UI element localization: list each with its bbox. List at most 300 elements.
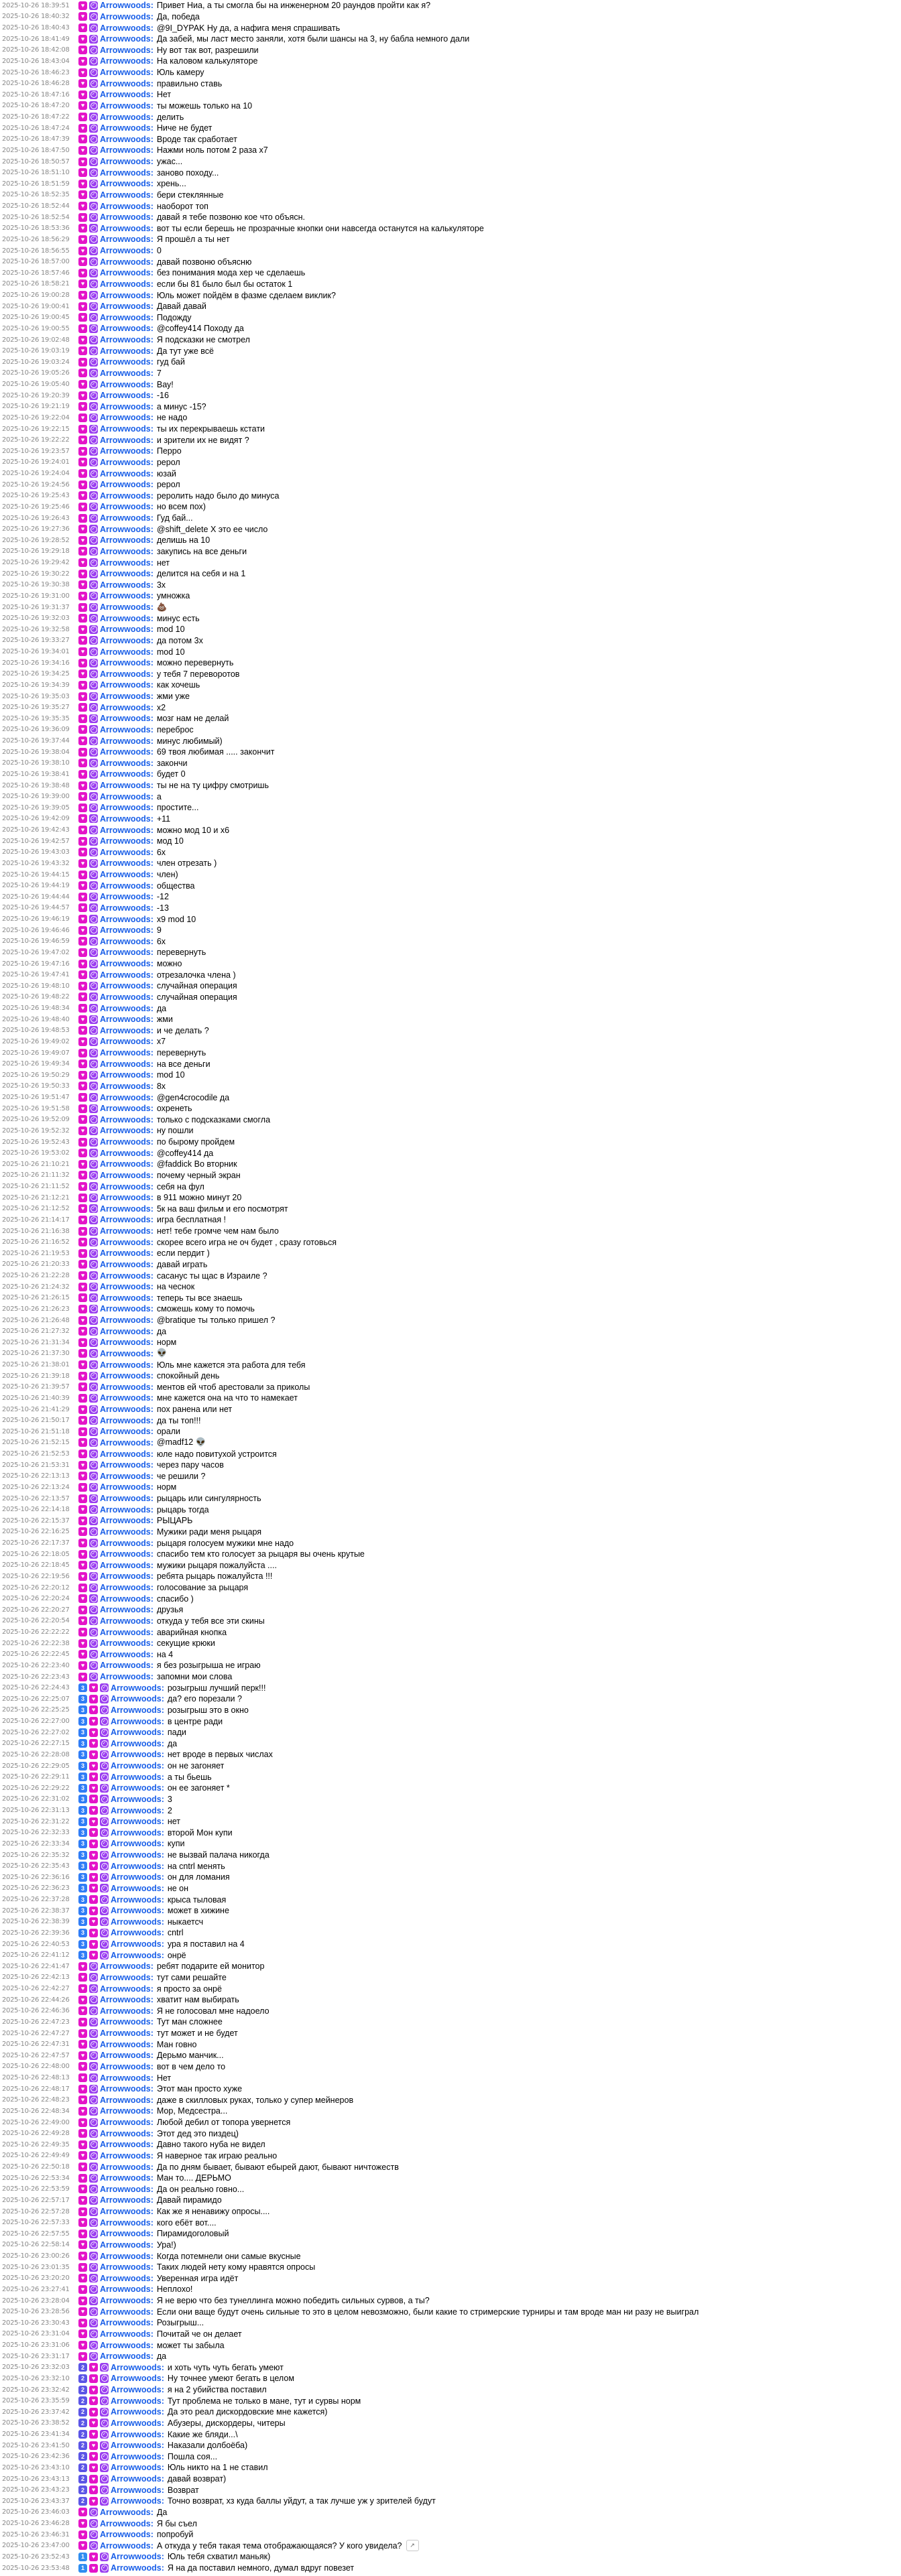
timestamp: 2025-10-26 19:30:22 [2,570,70,578]
username[interactable]: Arrowwoods: [100,803,154,813]
username[interactable]: Arrowwoods: [100,1961,154,1972]
username[interactable]: Arrowwoods: [100,892,154,902]
timestamp: 2025-10-26 22:39:36 [2,1929,70,1937]
username[interactable]: Arrowwoods: [100,2195,154,2205]
username[interactable]: Arrowwoods: [111,1761,164,1771]
sub-streak-badge: 3 [78,1683,87,1692]
heart-badge: ♥ [78,2062,87,2071]
username[interactable]: Arrowwoods: [100,90,154,100]
username[interactable]: Arrowwoods: [100,2307,154,2317]
verified-badge: ✓ [89,369,98,377]
username[interactable]: Arrowwoods: [100,134,154,144]
chat-message-row [0,178,901,190]
username[interactable]: Arrowwoods: [100,123,154,133]
username[interactable]: Arrowwoods: [100,903,154,913]
username[interactable]: Arrowwoods: [100,2507,154,2517]
timestamp: 2025-10-26 19:47:41 [2,971,70,979]
username[interactable]: Arrowwoods: [100,2095,154,2105]
username[interactable]: Arrowwoods: [111,1850,164,1860]
username[interactable]: Arrowwoods: [100,1560,154,1570]
username[interactable]: Arrowwoods: [100,1293,154,1303]
username[interactable]: Arrowwoods: [111,1917,164,1927]
username[interactable]: Arrowwoods: [100,457,154,467]
message-text: общества [156,881,195,891]
username[interactable]: Arrowwoods: [111,1728,164,1738]
username[interactable]: Arrowwoods: [100,2084,154,2094]
username[interactable]: Arrowwoods: [100,346,154,356]
username[interactable]: Arrowwoods: [111,1683,164,1693]
username[interactable]: Arrowwoods: [100,758,154,768]
username[interactable]: Arrowwoods: [100,602,154,613]
username[interactable]: Arrowwoods: [100,1494,154,1504]
username[interactable]: Arrowwoods: [100,825,154,835]
username[interactable]: Arrowwoods: [100,1504,154,1515]
username[interactable]: Arrowwoods: [100,1583,154,1593]
username[interactable]: Arrowwoods: [111,1716,164,1726]
username[interactable]: Arrowwoods: [100,1649,154,1659]
username[interactable]: Arrowwoods: [100,324,154,334]
username[interactable]: Arrowwoods: [111,1939,164,1949]
username[interactable]: Arrowwoods: [100,157,154,167]
username[interactable]: Arrowwoods: [100,1984,154,1994]
timestamp: 2025-10-26 22:31:02 [2,1795,70,1803]
username[interactable]: Arrowwoods: [111,2429,164,2439]
username[interactable]: Arrowwoods: [111,2474,164,2484]
username[interactable]: Arrowwoods: [100,1638,154,1649]
username[interactable]: Arrowwoods: [100,769,154,779]
verified-badge: ✓ [89,1584,98,1592]
username[interactable]: Arrowwoods: [100,1137,154,1147]
username[interactable]: Arrowwoods: [100,1304,154,1314]
username[interactable]: Arrowwoods: [111,1906,164,1916]
username[interactable]: Arrowwoods: [100,858,154,868]
heart-badge: ♥ [78,659,87,667]
username[interactable]: Arrowwoods: [100,558,154,568]
username[interactable]: Arrowwoods: [100,836,154,846]
heart-badge: ♥ [89,1895,98,1904]
username[interactable]: Arrowwoods: [100,1271,154,1281]
username[interactable]: Arrowwoods: [100,2118,154,2128]
message-text: на все деньги [156,1059,211,1069]
username[interactable]: Arrowwoods: [111,1827,164,1838]
username[interactable]: Arrowwoods: [100,2073,154,2083]
username[interactable]: Arrowwoods: [111,2485,164,2495]
verified-badge: ✓ [100,1895,109,1904]
username[interactable]: Arrowwoods: [100,1393,154,1403]
chat-message-row [0,2128,901,2139]
username[interactable]: Arrowwoods: [100,368,154,378]
username[interactable]: Arrowwoods: [100,1170,154,1180]
username[interactable]: Arrowwoods: [100,1059,154,1069]
heart-badge: ♥ [78,503,87,511]
username[interactable]: Arrowwoods: [100,335,154,345]
username[interactable]: Arrowwoods: [100,2106,154,2116]
message-text: да ты топ!!! [156,1415,201,1425]
username[interactable]: Arrowwoods: [100,2061,154,2071]
username[interactable]: Arrowwoods: [100,914,154,924]
heart-badge: ♥ [78,1283,87,1291]
username[interactable]: Arrowwoods: [100,1070,154,1080]
username[interactable]: Arrowwoods: [100,179,154,189]
timestamp: 2025-10-26 22:48:00 [2,2063,70,2071]
username[interactable]: Arrowwoods: [100,1594,154,1604]
username[interactable]: Arrowwoods: [100,2173,154,2183]
username[interactable]: Arrowwoods: [111,2451,164,2461]
verified-badge: ✓ [89,1171,98,1179]
heart-badge: ♥ [78,336,87,344]
username[interactable]: Arrowwoods: [111,1817,164,1827]
username[interactable]: Arrowwoods: [100,1126,154,1136]
username[interactable]: Arrowwoods: [100,78,154,88]
username[interactable]: Arrowwoods: [100,1605,154,1615]
username[interactable]: Arrowwoods: [100,692,154,702]
username[interactable]: Arrowwoods: [100,45,154,55]
verified-badge: ✓ [89,1227,98,1236]
username[interactable]: Arrowwoods: [100,870,154,880]
username[interactable]: Arrowwoods: [100,569,154,579]
username[interactable]: Arrowwoods: [100,936,154,946]
username[interactable]: Arrowwoods: [100,1326,154,1336]
verified-badge: ✓ [89,90,98,99]
username[interactable]: Arrowwoods: [100,524,154,534]
username[interactable]: Arrowwoods: [100,1449,154,1459]
username[interactable]: Arrowwoods: [111,2418,164,2428]
username[interactable]: Arrowwoods: [100,1571,154,1582]
username[interactable]: Arrowwoods: [111,2552,164,2562]
username[interactable]: Arrowwoods: [100,658,154,668]
username[interactable]: Arrowwoods: [111,1738,164,1748]
username[interactable]: Arrowwoods: [100,1193,154,1203]
username[interactable]: Arrowwoods: [100,2540,154,2551]
username[interactable]: Arrowwoods: [100,257,154,267]
username[interactable]: Arrowwoods: [100,702,154,712]
username[interactable]: Arrowwoods: [100,2284,154,2295]
timestamp: 2025-10-26 22:57:55 [2,2230,70,2238]
username[interactable]: Arrowwoods: [100,1048,154,1058]
username[interactable]: Arrowwoods: [100,468,154,478]
username[interactable]: Arrowwoods: [111,1861,164,1871]
username[interactable]: Arrowwoods: [100,1181,154,1192]
username[interactable]: Arrowwoods: [100,948,154,958]
username[interactable]: Arrowwoods: [100,1661,154,1671]
username[interactable]: Arrowwoods: [100,1972,154,1982]
chat-message-row [0,234,901,245]
username[interactable]: Arrowwoods: [100,2251,154,2261]
username[interactable]: Arrowwoods: [100,2518,154,2528]
username[interactable]: Arrowwoods: [100,647,154,657]
username[interactable]: Arrowwoods: [100,23,154,33]
username[interactable]: Arrowwoods: [100,312,154,322]
username[interactable]: Arrowwoods: [111,1705,164,1715]
chat-message-row [0,2351,901,2362]
username[interactable]: Arrowwoods: [100,112,154,122]
username[interactable]: Arrowwoods: [100,101,154,111]
username[interactable]: Arrowwoods: [100,2207,154,2217]
chat-message-row [0,2384,901,2396]
username[interactable]: Arrowwoods: [100,190,154,200]
username[interactable]: Arrowwoods: [100,959,154,969]
username[interactable]: Arrowwoods: [111,1783,164,1793]
username[interactable]: Arrowwoods: [100,391,154,401]
username[interactable]: Arrowwoods: [100,1114,154,1124]
heart-badge: ♥ [78,1472,87,1480]
username[interactable]: Arrowwoods: [100,1226,154,1236]
username[interactable]: Arrowwoods: [100,379,154,389]
username[interactable]: Arrowwoods: [100,502,154,512]
username[interactable]: Arrowwoods: [100,2217,154,2228]
username[interactable]: Arrowwoods: [100,2262,154,2272]
verified-badge: ✓ [89,1394,98,1403]
username[interactable]: Arrowwoods: [100,1092,154,1102]
username[interactable]: Arrowwoods: [111,1694,164,1704]
message-text: через пару часов [156,1460,224,1470]
external-link-icon[interactable]: ↗ [406,2540,419,2551]
username[interactable]: Arrowwoods: [100,1672,154,1682]
username[interactable]: Arrowwoods: [100,1549,154,1559]
username[interactable]: Arrowwoods: [111,2563,164,2573]
username[interactable]: Arrowwoods: [111,1894,164,1905]
username[interactable]: Arrowwoods: [100,223,154,233]
username[interactable]: Arrowwoods: [100,2530,154,2540]
heart-badge: ♥ [78,2218,87,2227]
chat-message-row [0,568,901,580]
username[interactable]: Arrowwoods: [100,1415,154,1425]
username[interactable]: Arrowwoods: [100,1315,154,1326]
message-text: а ты бьешь [167,1772,212,1782]
username[interactable]: Arrowwoods: [111,2407,164,2417]
heart-badge: ♥ [78,2096,87,2104]
username[interactable]: Arrowwoods: [100,446,154,456]
username[interactable]: Arrowwoods: [111,2374,164,2384]
chat-message-row [0,2195,901,2206]
username[interactable]: Arrowwoods: [100,580,154,590]
username[interactable]: Arrowwoods: [100,290,154,300]
username[interactable]: Arrowwoods: [100,2039,154,2049]
verified-badge: ✓ [89,124,98,133]
username[interactable]: Arrowwoods: [100,1015,154,1025]
username[interactable]: Arrowwoods: [100,1482,154,1492]
verified-badge: ✓ [89,2040,98,2049]
username[interactable]: Arrowwoods: [100,1259,154,1269]
username[interactable]: Arrowwoods: [100,1,154,11]
chat-message-row [0,1515,901,1527]
username[interactable]: Arrowwoods: [111,1772,164,1782]
username[interactable]: Arrowwoods: [100,1215,154,1225]
username[interactable]: Arrowwoods: [100,413,154,423]
heart-badge: ♥ [78,826,87,834]
username[interactable]: Arrowwoods: [100,68,154,78]
username[interactable]: Arrowwoods: [100,491,154,501]
username[interactable]: Arrowwoods: [100,302,154,312]
heart-badge: ♥ [78,937,87,946]
username[interactable]: Arrowwoods: [100,1348,154,1358]
username[interactable]: Arrowwoods: [100,1382,154,1392]
username[interactable]: Arrowwoods: [111,2441,164,2451]
timestamp: 2025-10-26 18:53:36 [2,224,70,233]
username[interactable]: Arrowwoods: [111,1928,164,1938]
username[interactable]: Arrowwoods: [100,1471,154,1481]
message-text: ну пошли [156,1126,194,1136]
username[interactable]: Arrowwoods: [100,981,154,991]
heart-badge: ♥ [89,1862,98,1870]
heart-badge: ♥ [78,1360,87,1369]
username[interactable]: Arrowwoods: [100,268,154,278]
username[interactable]: Arrowwoods: [100,480,154,490]
verified-badge: ✓ [89,1561,98,1569]
username[interactable]: Arrowwoods: [100,168,154,178]
message-text: я просто за онрё [156,1984,222,1994]
username[interactable]: Arrowwoods: [100,1148,154,1158]
verified-badge: ✓ [89,68,98,77]
username[interactable]: Arrowwoods: [100,1627,154,1637]
username[interactable]: Arrowwoods: [100,724,154,734]
username[interactable]: Arrowwoods: [111,2463,164,2473]
verified-badge: ✓ [100,2463,109,2472]
username[interactable]: Arrowwoods: [100,546,154,556]
username[interactable]: Arrowwoods: [100,1460,154,1470]
username[interactable]: Arrowwoods: [100,2140,154,2150]
username[interactable]: Arrowwoods: [100,1437,154,1447]
username[interactable]: Arrowwoods: [100,2017,154,2027]
username[interactable]: Arrowwoods: [100,1427,154,1437]
username[interactable]: Arrowwoods: [100,2273,154,2283]
username[interactable]: Arrowwoods: [100,1282,154,1292]
username[interactable]: Arrowwoods: [100,212,154,222]
username[interactable]: Arrowwoods: [100,2028,154,2039]
username[interactable]: Arrowwoods: [100,2240,154,2250]
username[interactable]: Arrowwoods: [111,1839,164,1849]
username[interactable]: Arrowwoods: [100,513,154,523]
chat-message-row [0,1917,901,1928]
username[interactable]: Arrowwoods: [100,201,154,211]
username[interactable]: Arrowwoods: [100,1616,154,1626]
username[interactable]: Arrowwoods: [100,1338,154,1348]
username[interactable]: Arrowwoods: [100,2352,154,2362]
username[interactable]: Arrowwoods: [100,814,154,824]
username[interactable]: Arrowwoods: [100,1037,154,1047]
message-text: ребята рыцарь пожалуйста !!! [156,1571,273,1582]
username[interactable]: Arrowwoods: [111,2496,164,2506]
username[interactable]: Arrowwoods: [100,847,154,857]
message-text: Ну вот так вот, разрешили [156,45,259,55]
username[interactable]: Arrowwoods: [100,435,154,445]
heart-badge: ♥ [78,1372,87,1380]
username[interactable]: Arrowwoods: [100,2229,154,2239]
username[interactable]: Arrowwoods: [100,680,154,690]
username[interactable]: Arrowwoods: [100,535,154,545]
verified-badge: ✓ [100,1795,109,1803]
username[interactable]: Arrowwoods: [100,56,154,66]
message-text: Уверенная игра идёт [156,2273,239,2283]
verified-badge: ✓ [89,1483,98,1492]
username[interactable]: Arrowwoods: [111,2385,164,2395]
username[interactable]: Arrowwoods: [111,2396,164,2406]
username[interactable]: Arrowwoods: [100,791,154,801]
username[interactable]: Arrowwoods: [100,2162,154,2172]
username[interactable]: Arrowwoods: [100,669,154,679]
username[interactable]: Arrowwoods: [100,925,154,936]
heart-badge: ♥ [78,647,87,656]
username[interactable]: Arrowwoods: [111,1750,164,1760]
username[interactable]: Arrowwoods: [100,635,154,645]
username[interactable]: Arrowwoods: [100,613,154,623]
username[interactable]: Arrowwoods: [100,1204,154,1214]
chat-message-row [0,1382,901,1393]
username[interactable]: Arrowwoods: [100,992,154,1002]
username[interactable]: Arrowwoods: [100,2006,154,2016]
username[interactable]: Arrowwoods: [100,2051,154,2061]
username[interactable]: Arrowwoods: [100,2296,154,2306]
username[interactable]: Arrowwoods: [100,357,154,367]
username[interactable]: Arrowwoods: [100,591,154,601]
chat-message-row [0,1036,901,1047]
username[interactable]: Arrowwoods: [111,1805,164,1815]
timestamp: 2025-10-26 22:20:12 [2,1584,70,1592]
username[interactable]: Arrowwoods: [100,714,154,724]
sub-streak-badge: 2 [78,2363,87,2372]
username[interactable]: Arrowwoods: [100,1237,154,1247]
verified-badge: ✓ [89,848,98,856]
username[interactable]: Arrowwoods: [100,1104,154,1114]
username[interactable]: Arrowwoods: [111,1883,164,1893]
username[interactable]: Arrowwoods: [100,1025,154,1035]
username[interactable]: Arrowwoods: [100,11,154,21]
username[interactable]: Arrowwoods: [100,1995,154,2005]
username[interactable]: Arrowwoods: [100,401,154,411]
username[interactable]: Arrowwoods: [100,235,154,245]
heart-badge: ♥ [89,2463,98,2472]
username[interactable]: Arrowwoods: [100,1159,154,1169]
username[interactable]: Arrowwoods: [111,1950,164,1960]
username[interactable]: Arrowwoods: [100,970,154,980]
username[interactable]: Arrowwoods: [100,1248,154,1259]
username[interactable]: Arrowwoods: [100,2128,154,2138]
message-text: Юль может пойдём в фазме сделаем виклик? [156,290,336,300]
username[interactable]: Arrowwoods: [100,1405,154,1415]
username[interactable]: Arrowwoods: [100,145,154,155]
username[interactable]: Arrowwoods: [100,2340,154,2350]
heart-badge: ♥ [78,1260,87,1269]
username[interactable]: Arrowwoods: [100,1538,154,1548]
message-text: Да тут уже всё [156,346,214,356]
username[interactable]: Arrowwoods: [111,1872,164,1882]
username[interactable]: Arrowwoods: [100,1527,154,1537]
username[interactable]: Arrowwoods: [111,1794,164,1804]
username[interactable]: Arrowwoods: [100,246,154,256]
username[interactable]: Arrowwoods: [100,34,154,44]
username[interactable]: Arrowwoods: [100,279,154,289]
verified-badge: ✓ [89,1182,98,1191]
username[interactable]: Arrowwoods: [100,881,154,891]
username[interactable]: Arrowwoods: [100,1081,154,1091]
username[interactable]: Arrowwoods: [100,2184,154,2194]
sub-streak-badge: 3 [78,1929,87,1937]
username[interactable]: Arrowwoods: [100,781,154,791]
username[interactable]: Arrowwoods: [100,2150,154,2161]
username[interactable]: Arrowwoods: [100,1516,154,1526]
message-text: Нет [156,90,172,100]
username[interactable]: Arrowwoods: [100,625,154,635]
username[interactable]: Arrowwoods: [100,1371,154,1381]
username[interactable]: Arrowwoods: [100,736,154,746]
username[interactable]: Arrowwoods: [111,2362,164,2372]
username[interactable]: Arrowwoods: [100,1003,154,1013]
username[interactable]: Arrowwoods: [100,747,154,757]
username[interactable]: Arrowwoods: [100,2329,154,2339]
username[interactable]: Arrowwoods: [100,424,154,434]
username[interactable]: Arrowwoods: [100,2318,154,2328]
username[interactable]: Arrowwoods: [100,1360,154,1370]
